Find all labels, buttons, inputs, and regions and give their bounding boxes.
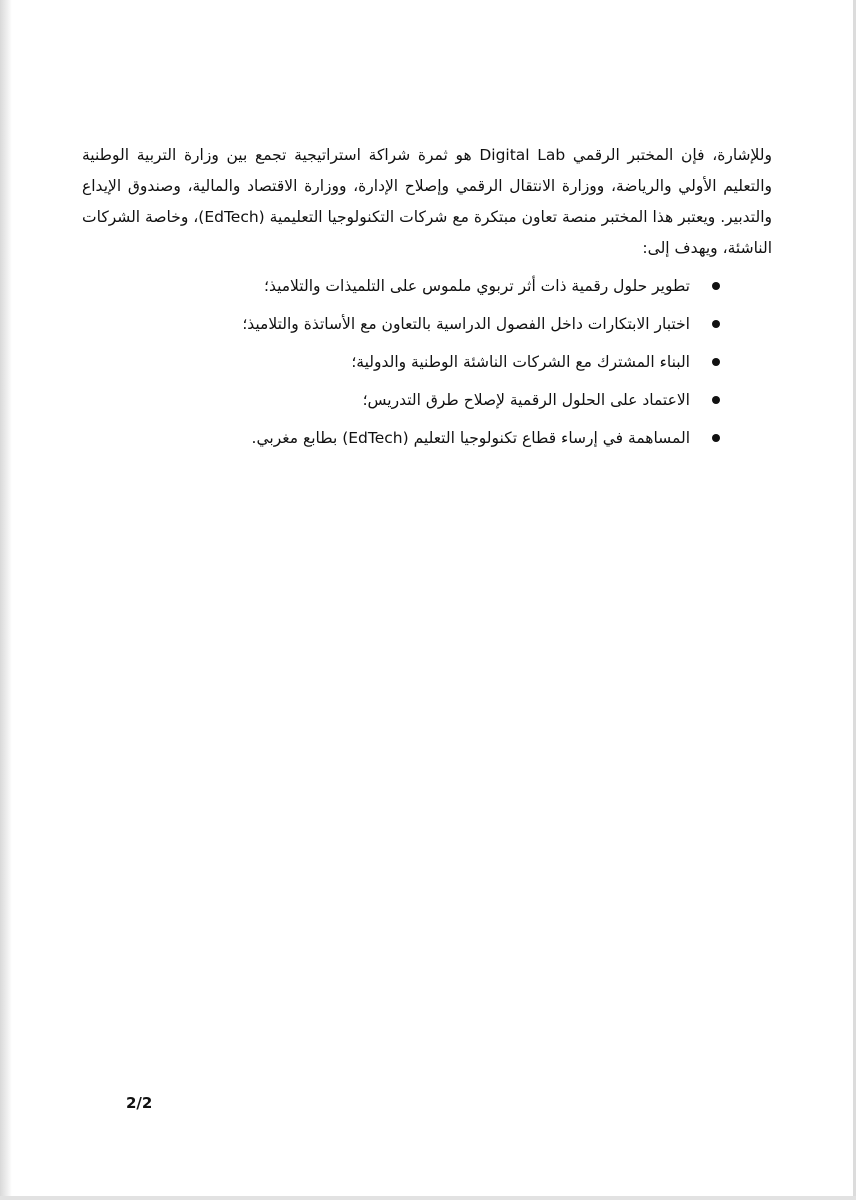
goals-list: [82, 274, 772, 450]
bullet-icon: [712, 320, 720, 328]
bullet-icon: [712, 434, 720, 442]
list-item-text: اختبار الابتكارات داخل الفصول الدراسية بالتعاون مع الأساتذة والتلاميذ؛: [242, 315, 690, 333]
list-item-text: البناء المشترك مع الشركات الناشئة الوطنية والدولية؛: [351, 353, 690, 371]
list-item-text: المساهمة في إرساء قطاع تكنولوجيا التعليم (EdTech) بطابع مغربي.: [251, 429, 690, 447]
intro-paragraph: وللإشارة، فإن المختبر الرقمي Digital Lab هو ثمرة شراكة استراتيجية تجمع بين وزارة التربية الوطنية والتعليم الأولي والرياضة، ووزارة الانتقال الرقمي وإصلاح الإدارة، ووزارة الاقتصاد والمالية، وصندوق الإيداع والتدبير. ويعتبر هذا المختبر منصة تعاون مبتكرة مع شركات التكنولوجيا التعليمية (EdTech)، وخاصة الشركات الناشئة، ويهدف إلى:: [82, 146, 772, 257]
page-number: 2/2: [126, 1094, 153, 1112]
list-item: [82, 350, 720, 374]
page-shadow-bottom: [0, 1196, 856, 1200]
page-shadow-left: [0, 0, 12, 1200]
bullet-icon: [712, 396, 720, 404]
list-item: [82, 388, 720, 412]
list-item-text: تطوير حلول رقمية ذات أثر تربوي ملموس على التلميذات والتلاميذ؛: [264, 277, 690, 295]
list-item-text: الاعتماد على الحلول الرقمية لإصلاح طرق التدريس؛: [362, 391, 690, 409]
list-item: [82, 312, 720, 336]
list-item: [82, 274, 720, 298]
bullet-icon: [712, 282, 720, 290]
document-body: [82, 140, 772, 464]
list-item: [82, 426, 720, 450]
bullet-icon: [712, 358, 720, 366]
